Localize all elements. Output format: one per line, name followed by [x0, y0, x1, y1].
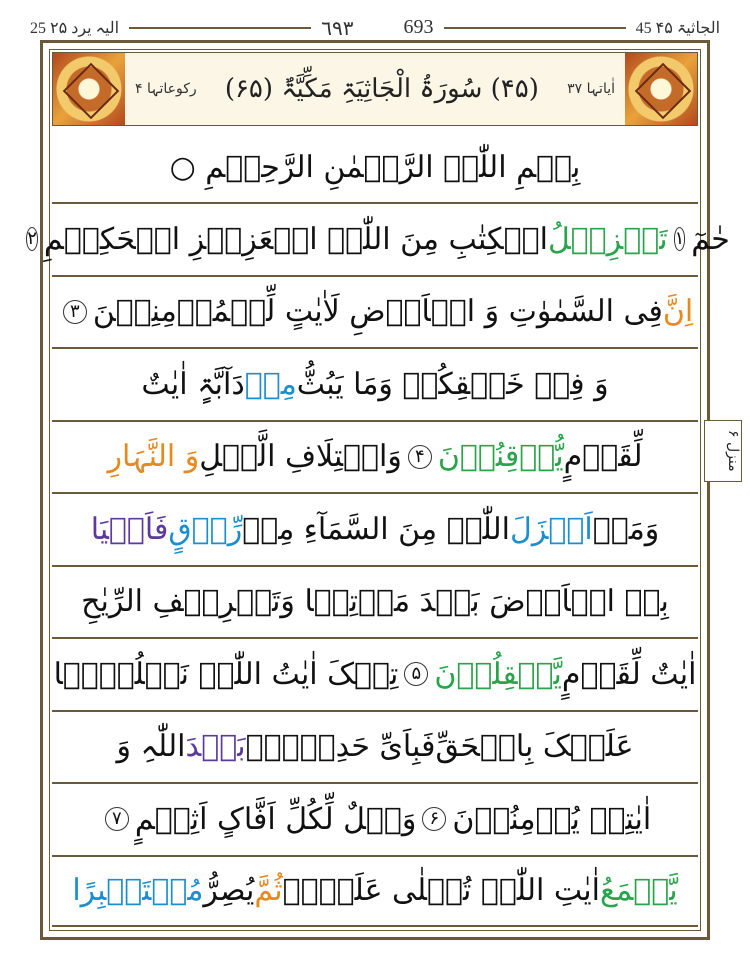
surah-title: (۴۵) سُورَۃُ الْجَاثِیَۃِ مَکِّیَّۃٌ (۶۵): [224, 74, 539, 104]
verse-line: [52, 492, 698, 565]
top-divider-left: [129, 27, 311, 29]
verse-line: [52, 710, 698, 783]
surah-header-content: [125, 74, 625, 104]
juz-label: 25 الیہ یرد ۲۵: [30, 20, 120, 37]
verse-lines: [27, 202, 730, 927]
verse-text: ثُمَّ: [254, 873, 283, 909]
verse-line: [52, 855, 698, 928]
surah-label: 45 الجاثیۃ ۴۵: [635, 20, 721, 37]
verse-line: [27, 202, 730, 275]
top-divider-right: [444, 27, 626, 29]
ornament-right-icon: [625, 53, 697, 125]
verse-text: لِّقَوۡمٍ: [563, 439, 643, 475]
page-number: 693: [403, 15, 434, 38]
verse-text: مِنۡ: [244, 366, 297, 402]
verse-text: بِہِ الۡاَرۡضَ بَعۡدَ مَوۡتِہَا وَتَصۡرِیۡفِ الرِّیٰحِ: [81, 584, 669, 620]
verse-text: یَّسۡمَعُ: [599, 873, 678, 909]
ruku-count: رکوعاتہا ۴: [135, 81, 197, 97]
page-numbers: [321, 16, 433, 41]
verse-text: یُّوۡقِنُوۡنَ: [437, 439, 564, 475]
verse-text: فِی السَّمٰوٰتِ وَ الۡاَرۡضِ لَاٰیٰتٍ لِّلۡمُؤۡمِنِیۡنَ: [92, 294, 663, 330]
verse-line: [52, 275, 698, 348]
ayah-end-marker: ۳: [63, 300, 87, 324]
page-number-urdu: ٦٩٣: [321, 17, 354, 40]
verse-text: اٰیٰتٌ لِّقَوۡمٍ: [561, 656, 697, 692]
verse-text: یَّعۡقِلُوۡنَ: [434, 656, 562, 692]
verse-text: تَنۡزِیۡلُ: [547, 221, 668, 257]
verse-line: [52, 420, 698, 493]
verse-line: [52, 565, 698, 638]
ayah-count: اٰیاتہا ۳۷: [567, 81, 615, 97]
verse-text: دَآبَّۃٍ اٰیٰتٌ: [141, 366, 245, 402]
verse-text: اٰیٰتِ اللّٰہِ تُتۡلٰی عَلَیۡہِ: [282, 873, 600, 909]
verse-text: رِّزۡقٍ: [168, 511, 243, 547]
verse-text: اللّٰہُ مِنَ السَّمَآءِ مِنۡ: [242, 511, 511, 547]
verse-text: وَاخۡتِلَافِ الَّیۡلِ: [199, 439, 402, 475]
verse-line: [52, 347, 698, 420]
verse-text: مُسۡتَکۡبِرًا: [72, 873, 204, 909]
verse-text: وَ فِیۡ خَلۡقِکُمۡ وَمَا یَبُثُّ: [296, 366, 609, 402]
verse-text: اَنۡزَلَ: [510, 511, 593, 547]
verse-text: فَاَحۡیَا: [90, 511, 169, 547]
verse-line: [52, 637, 698, 710]
verse-text: اللّٰہِ وَ: [116, 729, 186, 765]
verse-text: بَعۡدَ: [185, 729, 246, 765]
verse-text: وَیۡلٌ لِّکُلِّ اَفَّاکٍ اَثِیۡمٍ: [134, 801, 417, 837]
verse-line: [52, 782, 698, 855]
verse-text: اٰیٰتِہٖ یُؤۡمِنُوۡنَ: [452, 801, 652, 837]
ornament-left-icon: [53, 53, 125, 125]
verse-text: وَمَاۤ: [592, 511, 660, 547]
verse-text: عَلَیۡکَ بِالۡحَقِّ: [435, 729, 634, 765]
ayah-end-marker: ۵: [404, 662, 428, 686]
manzil-tab: منزل ۶: [704, 420, 742, 482]
ayah-end-marker: ۶: [422, 807, 446, 831]
ayah-end-marker: ۱: [674, 228, 685, 250]
ayah-end-marker: ۲: [27, 228, 37, 250]
bismillah: بِسۡمِ اللّٰہِ الرَّحۡمٰنِ الرَّحِیۡمِ ○: [169, 150, 581, 185]
verse-text: تِلۡکَ اٰیٰتُ اللّٰہِ نَتۡلُوۡہَا: [53, 656, 399, 692]
verse-text: حٰمٓ: [691, 221, 730, 257]
verse-text: فَبِاَیِّ حَدِیۡثٍۭ: [245, 729, 436, 765]
surah-header: [52, 52, 698, 126]
top-bar: [30, 14, 720, 42]
verse-text: اِنَّ: [662, 294, 694, 330]
ayah-end-marker: ۴: [408, 445, 432, 469]
verse-text: یُصِرُّ: [203, 873, 255, 909]
verse-text: الۡکِتٰبِ مِنَ اللّٰہِ الۡعَزِیۡزِ الۡحَکِیۡمِ: [43, 221, 548, 257]
verse-text: وَ النَّہَارِ: [107, 439, 200, 475]
ayah-end-marker: ۷: [105, 807, 129, 831]
